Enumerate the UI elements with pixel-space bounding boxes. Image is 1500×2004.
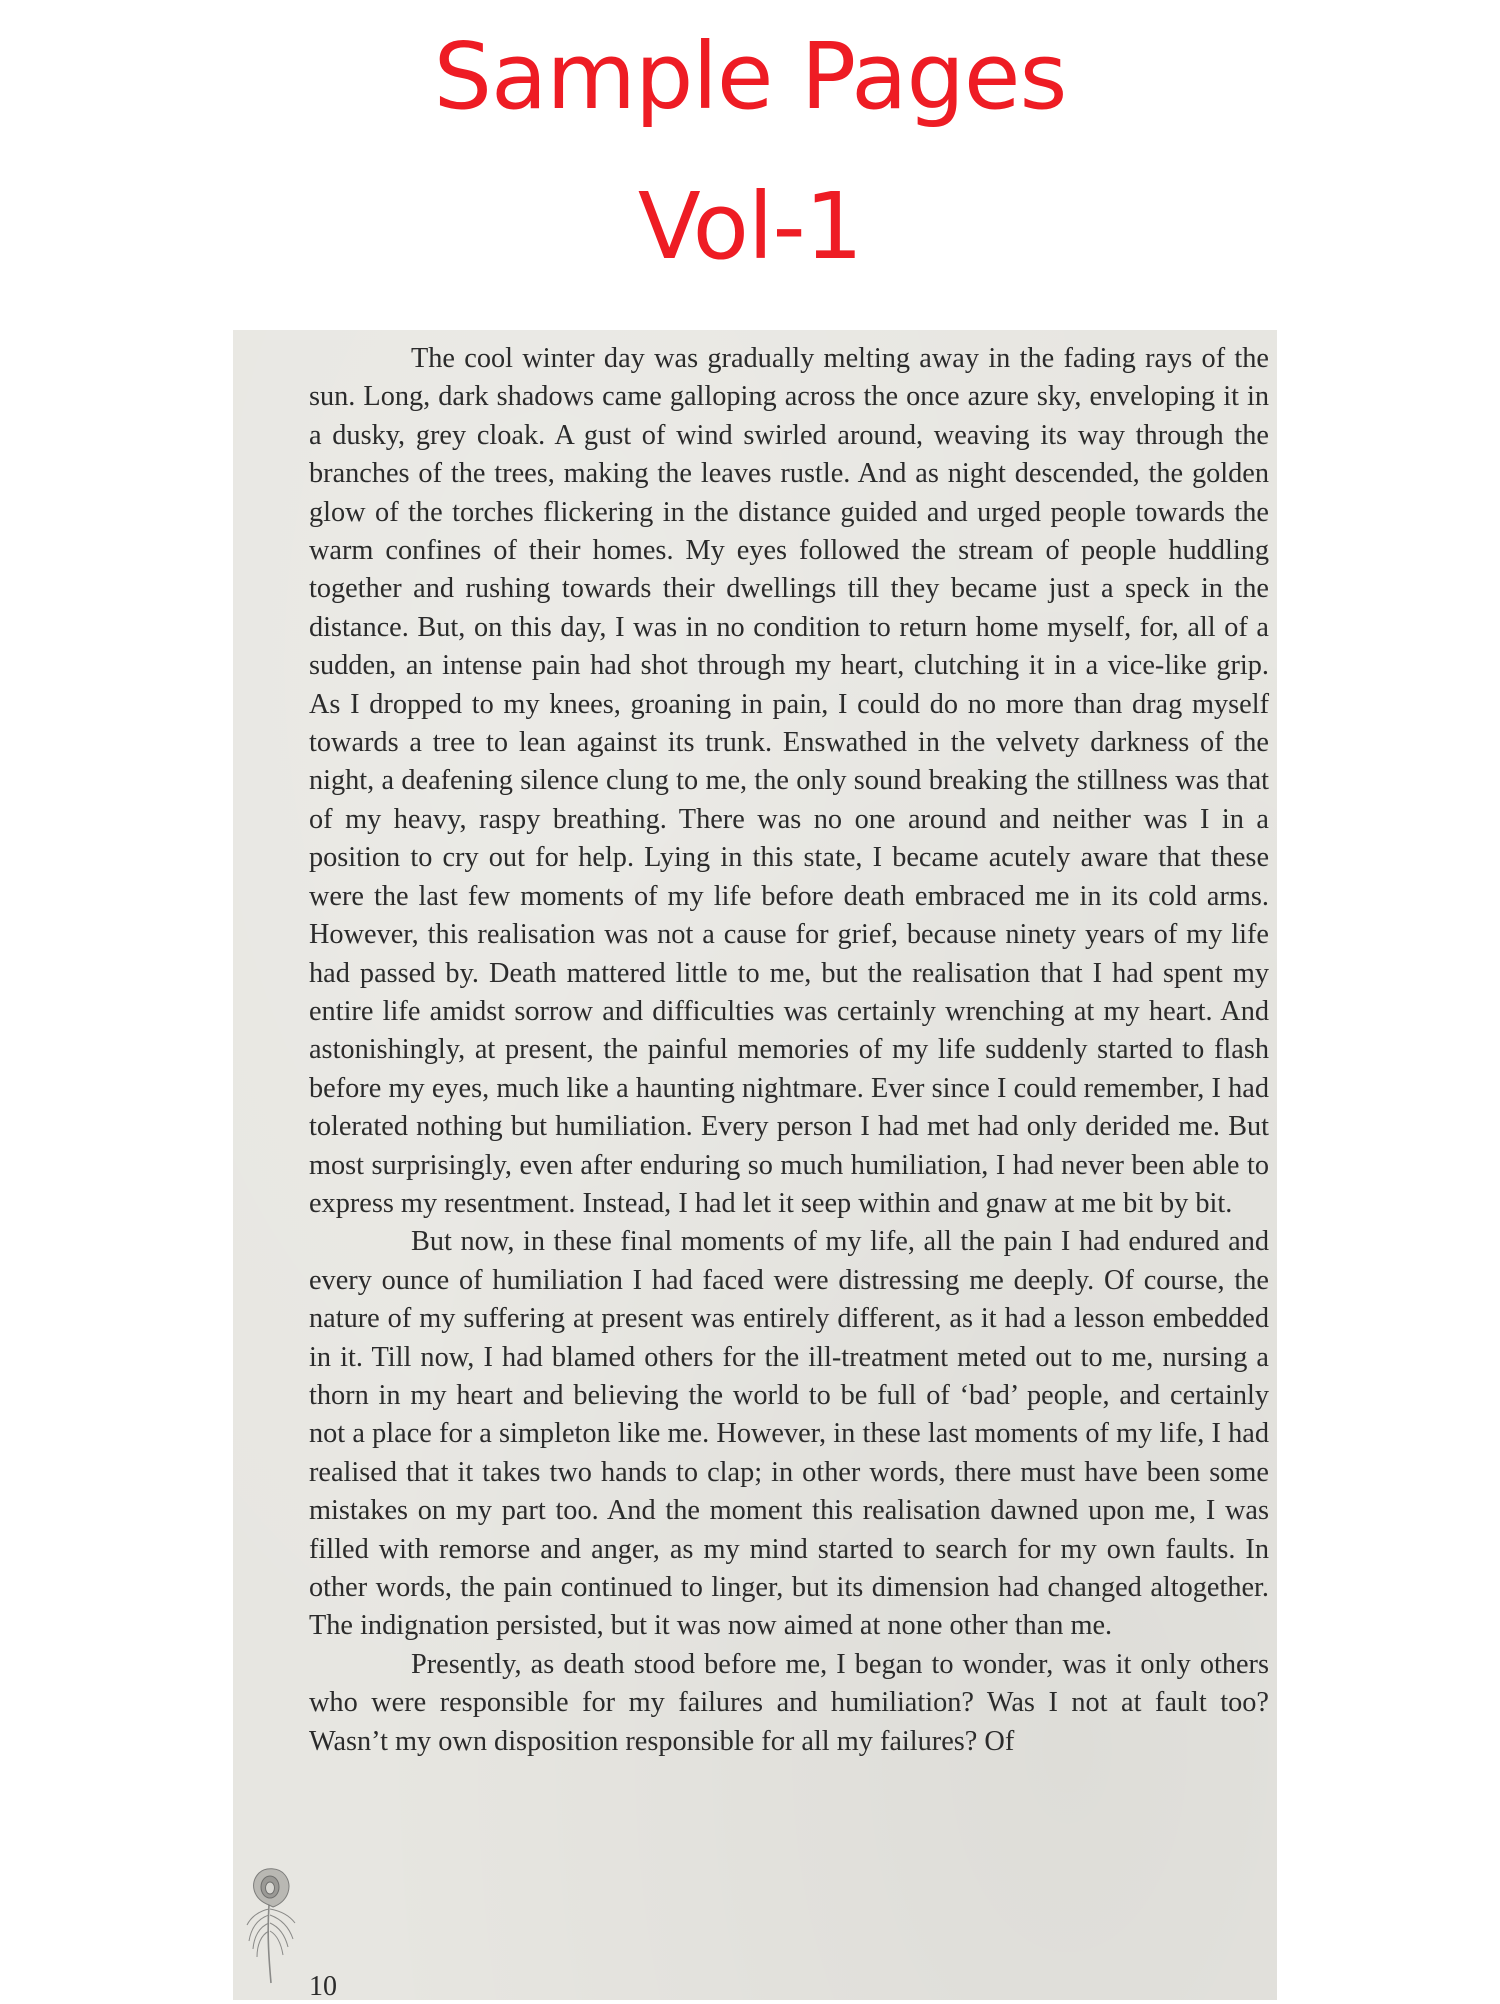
sample-pages-title: Sample Pages [433, 23, 1067, 130]
volume-label: Vol-1 [637, 173, 863, 280]
book-page-scan [233, 330, 1277, 2000]
page-body-text [309, 340, 1269, 1761]
peacock-feather-icon [245, 1865, 297, 1985]
paragraph: Presently, as death stood before me, I began to wonder, was it only others who were responsible for my failures and humiliation? Was I not at fault too? Wasn’t my own disposition responsible for all my failures? Of [309, 1648, 1269, 1757]
page-number: 10 [309, 1971, 337, 2002]
paragraph: But now, in these final moments of my life, all the pain I had endured and every ounce of humiliation I had faced were distressing me deeply. Of course, the nature of my suffering at present was entirely different, as it had a lesson embedded in it. Till now, I had blamed others for the ill-treatment meted out to me, nursing a thorn in my heart and believing the world to be full of ‘bad’ people, and certainly not a place for a simpleton like me. However, in these last moments of my life, I had realised that it takes two hands to clap; in other words, there must have been some mistakes on my part too. And the moment this realisation dawned upon me, I was filled with remorse and anger, as my mind started to search for my own faults. In other words, the pain continued to linger, but its dimension had changed altogether. The indignation persisted, but it was now aimed at none other than me. [309, 1226, 1269, 1642]
paragraph: The cool winter day was gradually melting away in the fading rays of the sun. Long, dark shadows came galloping across the once azure sky, enveloping it in a dusky, grey cloak. A gust of wind swirled around, weaving its way through the branches of the trees, making the leaves rustle. And as night descended, the golden glow of the torches flickering in the distance guided and urged people towards the warm confines of their homes. My eyes followed the stream of people huddling together and rushing towards their dwellings till they became just a speck in the distance. But, on this day, I was in no condition to return home myself, for, all of a sudden, an intense pain had shot through my heart, clutching it in a vice-like grip. As I dropped to my knees, groaning in pain, I could do no more than drag myself towards a tree to lean against its trunk. Enswathed in the velvety darkness of the night, a deafening silence clung to me, the only sound breaking the stillness was that of my heavy, raspy breathing. There was no one around and neither was I in a position to cry out for help. Lying in this state, I became acutely aware that these were the last few moments of my life before death embraced me in its cold arms. However, this realisation was not a cause for grief, because ninety years of my life had passed by. Death mattered little to me, but the realisation that I had spent my entire life amidst sorrow and difficulties was certainly wrenching at my heart. And astonishingly, at present, the painful memories of my life suddenly started to flash before my eyes, much like a haunting nightmare. Ever since I could remember, I had tolerated nothing but humiliation. Every person I had met had only derided me. But most surprisingly, even after enduring so much humiliation, I had never been able to express my resentment. Instead, I had let it seep within and gnaw at me bit by bit. [309, 343, 1269, 1219]
